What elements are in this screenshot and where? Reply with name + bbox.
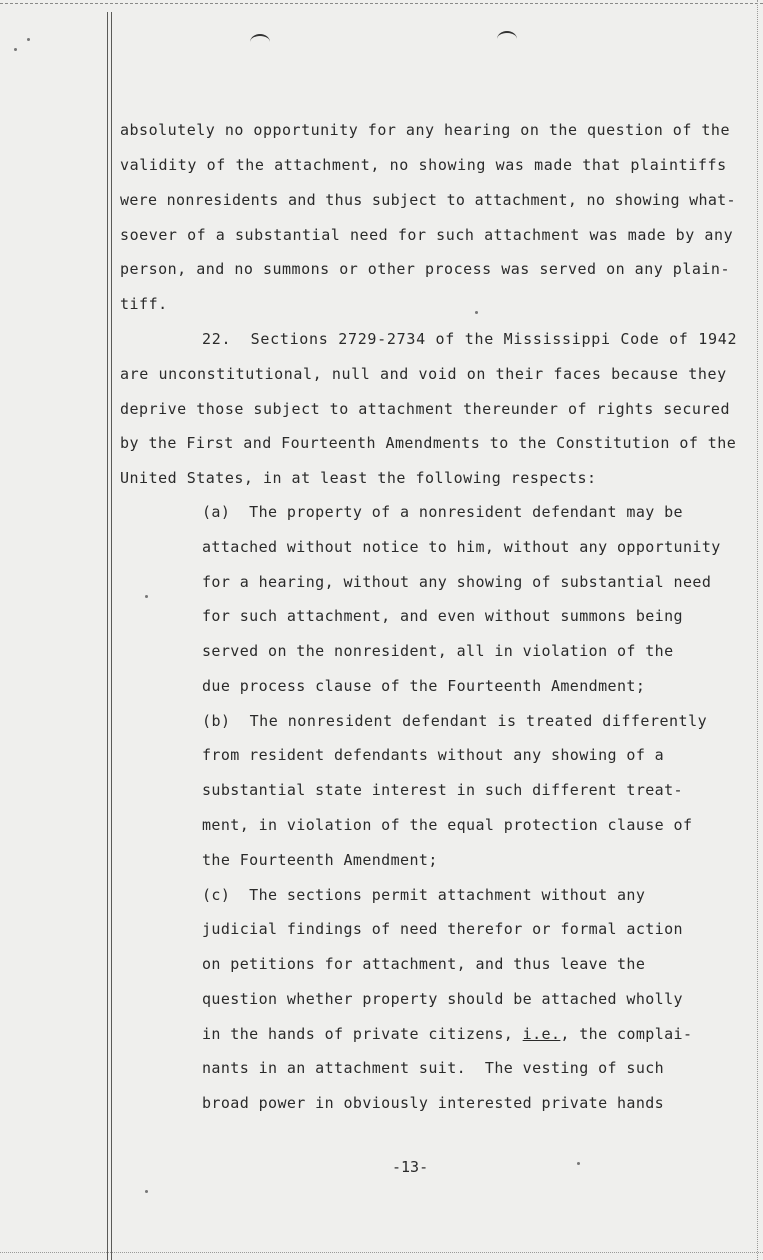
text-line: validity of the attachment, no showing was made that plaintiffs (120, 156, 727, 174)
top-border (0, 3, 763, 4)
text-line: (b) The nonresident defendant is treated differently (202, 712, 708, 730)
text-line: due process clause of the Fourteenth Amendment; (202, 677, 646, 695)
scan-speck (14, 48, 17, 51)
text-line: United States, in at least the following respects: (120, 469, 597, 487)
text-line: (c) The sections permit attachment without any (202, 886, 646, 904)
text-line: in the hands of private citizens, i.e., the complai- (202, 1025, 693, 1043)
text-line: substantial state interest in such different treat- (202, 781, 683, 799)
text-line: were nonresidents and thus subject to attachment, no showing what- (120, 191, 736, 209)
text-line: broad power in obviously interested private hands (202, 1094, 665, 1112)
text-line: are unconstitutional, null and void on their faces because they (120, 365, 727, 383)
scan-speck (145, 1190, 148, 1193)
text-line: for such attachment, and even without summons being (202, 607, 683, 625)
text-line: judicial findings of need therefor or formal action (202, 920, 683, 938)
margin-rule-outer (107, 12, 108, 1260)
text-line: person, and no summons or other process was served on any plain- (120, 260, 730, 278)
text-line: by the First and Fourteenth Amendments to the Constitution of the (120, 434, 737, 452)
punch-mark-left (250, 34, 270, 50)
scan-speck (145, 595, 148, 598)
text-line: nants in an attachment suit. The vesting of such (202, 1059, 665, 1077)
text-line: (a) The property of a nonresident defendant may be (202, 503, 683, 521)
scan-speck (475, 311, 478, 314)
margin-rule-inner (111, 12, 112, 1260)
text-line: from resident defendants without any showing of a (202, 746, 665, 764)
scan-speck (27, 38, 30, 41)
bottom-border (0, 1252, 763, 1253)
text-line: question whether property should be attached wholly (202, 990, 683, 1008)
text-line: for a hearing, without any showing of substantial need (202, 573, 712, 591)
text-line: on petitions for attachment, and thus leave the (202, 955, 646, 973)
text-line: deprive those subject to attachment thereunder of rights secured (120, 400, 730, 418)
page-number: -13- (392, 1158, 429, 1176)
punch-mark-right (497, 31, 517, 47)
right-border (757, 0, 758, 1260)
text-line: soever of a substantial need for such attachment was made by any (120, 226, 734, 244)
text-line: 22. Sections 2729-2734 of the Mississippi Code of 1942 (202, 330, 738, 348)
scan-speck (577, 1162, 580, 1165)
text-line: ment, in violation of the equal protection clause of (202, 816, 693, 834)
text-line: served on the nonresident, all in violation of the (202, 642, 674, 660)
text-line: attached without notice to him, without any opportunity (202, 538, 721, 556)
text-line: absolutely no opportunity for any hearing on the question of the (120, 121, 730, 139)
text-line: the Fourteenth Amendment; (202, 851, 438, 869)
text-line: tiff. (120, 295, 168, 313)
